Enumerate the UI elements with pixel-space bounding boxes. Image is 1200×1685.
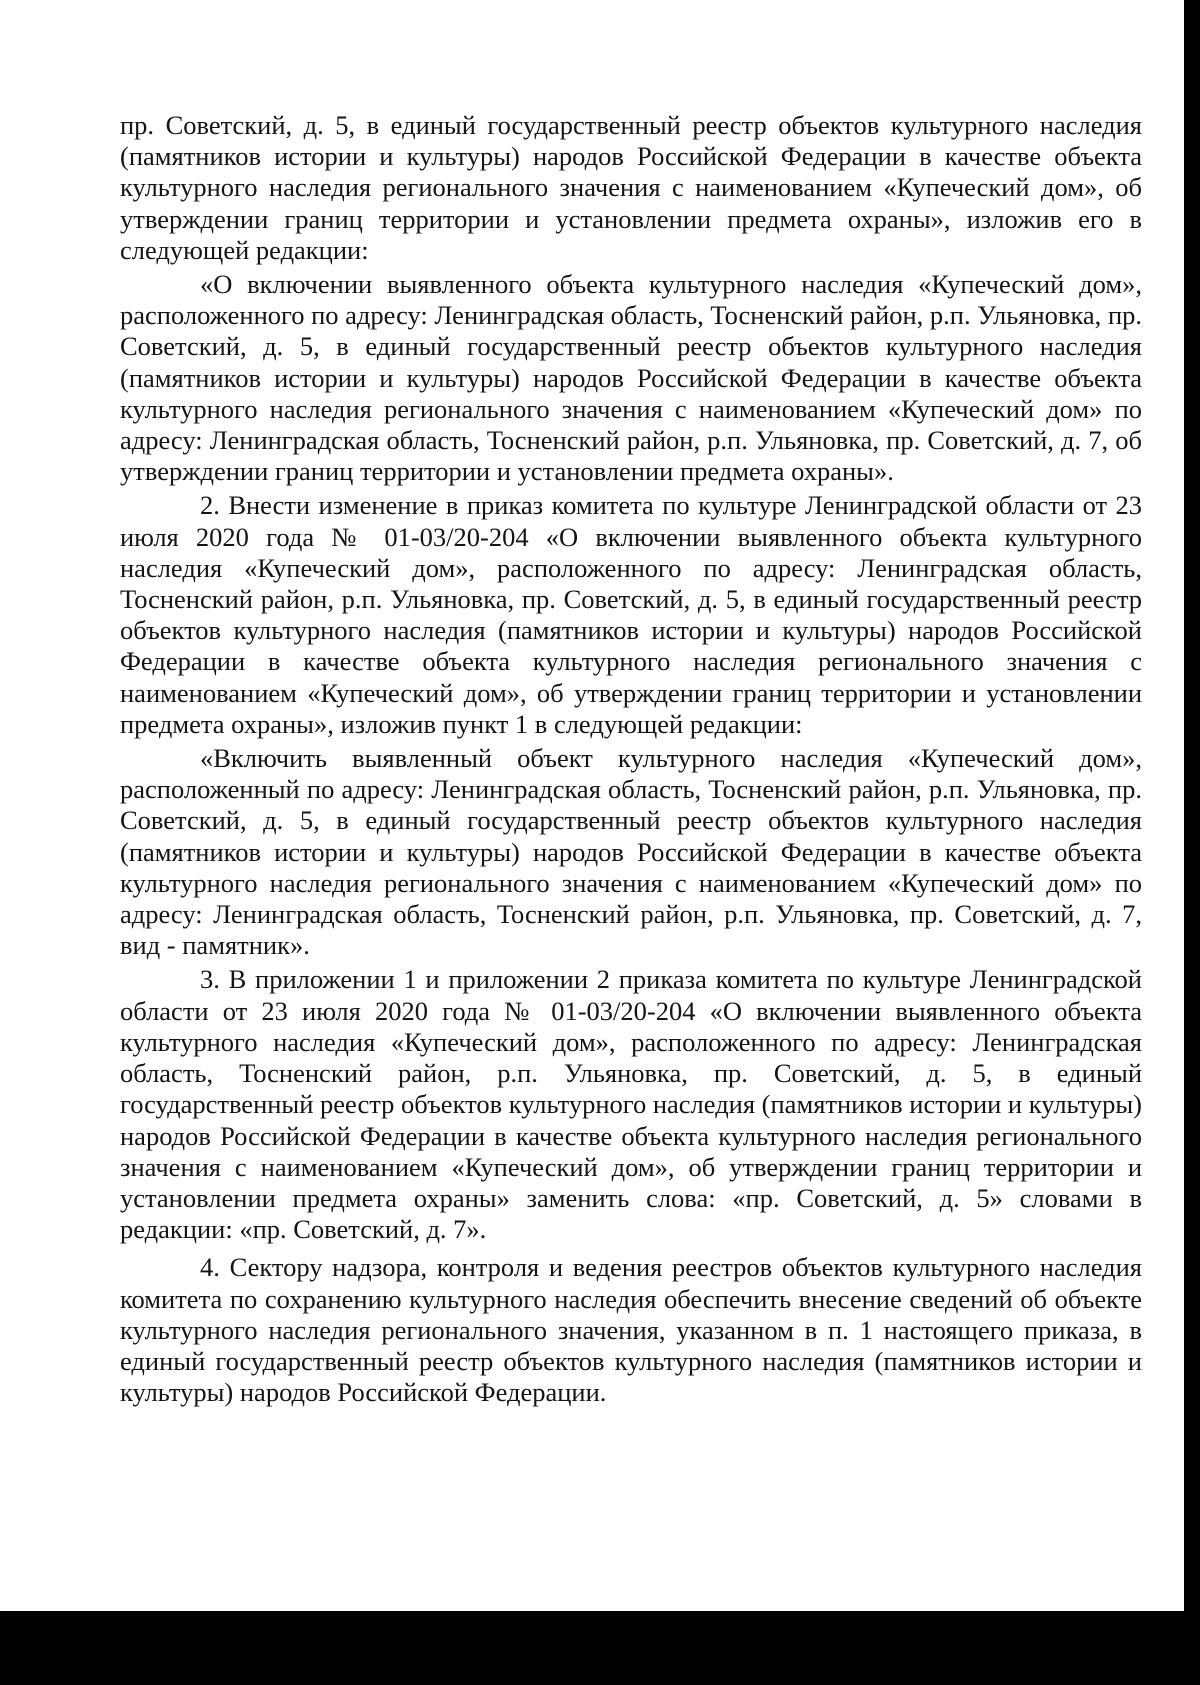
paragraph-quote-item-1: «Включить выявленный объект культурного наследия «Купеческий дом», расположенный по адресу: Ленинградская область, Тосненский район, р.п. Ульяновка, пр. Советский, д. 5, в единый государственный реестр объектов культурного наследия (памятников истории и культуры) народов Российской Федерации в качестве объекта культурного наследия регионального значения с наименованием «Купеческий дом» по адресу: Ленинградская область, Тосненский район, р.п. Ульяновка, пр. Советский, д. 7, вид - памятник». (120, 743, 1142, 961)
paragraph-item-4: 4. Сектору надзора, контроля и ведения реестров объектов культурного наследия комитета по сохранению культурного наследия обеспечить внесение сведений об объекте культурного наследия регионального значения, указанном в п. 1 настоящего приказа, в единый государственный реестр объектов культурного наследия (памятников истории и культуры) народов Российской Федерации. (120, 1252, 1142, 1408)
paragraph-item-2: 2. Внести изменение в приказ комитета по культуре Ленинградской области от 23 июля 2020 года № 01-03/20-204 «О включении выявленного объекта культурного наследия «Купеческий дом», расположенного по адресу: Ленинградская область, Тосненский район, р.п. Ульяновка, пр. Советский, д. 5, в единый государственный реестр объектов культурного наследия (памятников истории и культуры) народов Российской Федерации в качестве объекта культурного наследия регионального значения с наименованием «Купеческий дом», об утверждении границ территории и установлении предмета охраны», изложив пункт 1 в следующей редакции: (120, 490, 1142, 739)
paragraph-item-3: 3. В приложении 1 и приложении 2 приказа комитета по культуре Ленинградской области от 23 июля 2020 года № 01-03/20-204 «О включении выявленного объекта культурного наследия «Купеческий дом», расположенного по адресу: Ленинградская область, Тосненский район, р.п. Ульяновка, пр. Советский, д. 5, в единый государственный реестр объектов культурного наследия (памятников истории и культуры) народов Российской Федерации в качестве объекта культурного наследия регионального значения с наименованием «Купеческий дом», об утверждении границ территории и установлении предмета охраны» заменить слова: «пр. Советский, д. 5» словами в редакции: «пр. Советский, д. 7». (120, 964, 1142, 1245)
scan-right-edge (1184, 0, 1200, 1685)
paragraph-continuation: пр. Советский, д. 5, в единый государственный реестр объектов культурного наследия (памятников истории и культуры) народов Российской Федерации в качестве объекта культурного наследия регионального значения с наименованием «Купеческий дом», об утверждении границ территории и установлении предмета охраны», изложив его в следующей редакции: (120, 110, 1142, 265)
scan-bottom-bar (0, 1611, 1200, 1685)
paragraph-quote-title: «О включении выявленного объекта культурного наследия «Купеческий дом», расположенного по адресу: Ленинградская область, Тосненский район, р.п. Ульяновка, пр. Советский, д. 5, в единый государственный реестр объектов культурного наследия (памятников истории и культуры) народов Российской Федерации в качестве объекта культурного наследия регионального значения с наименованием «Купеческий дом» по адресу: Ленинградская область, Тосненский район, р.п. Ульяновка, пр. Советский, д. 7, об утверждении границ территории и установлении предмета охраны». (120, 269, 1142, 487)
document-body (120, 110, 1142, 1408)
